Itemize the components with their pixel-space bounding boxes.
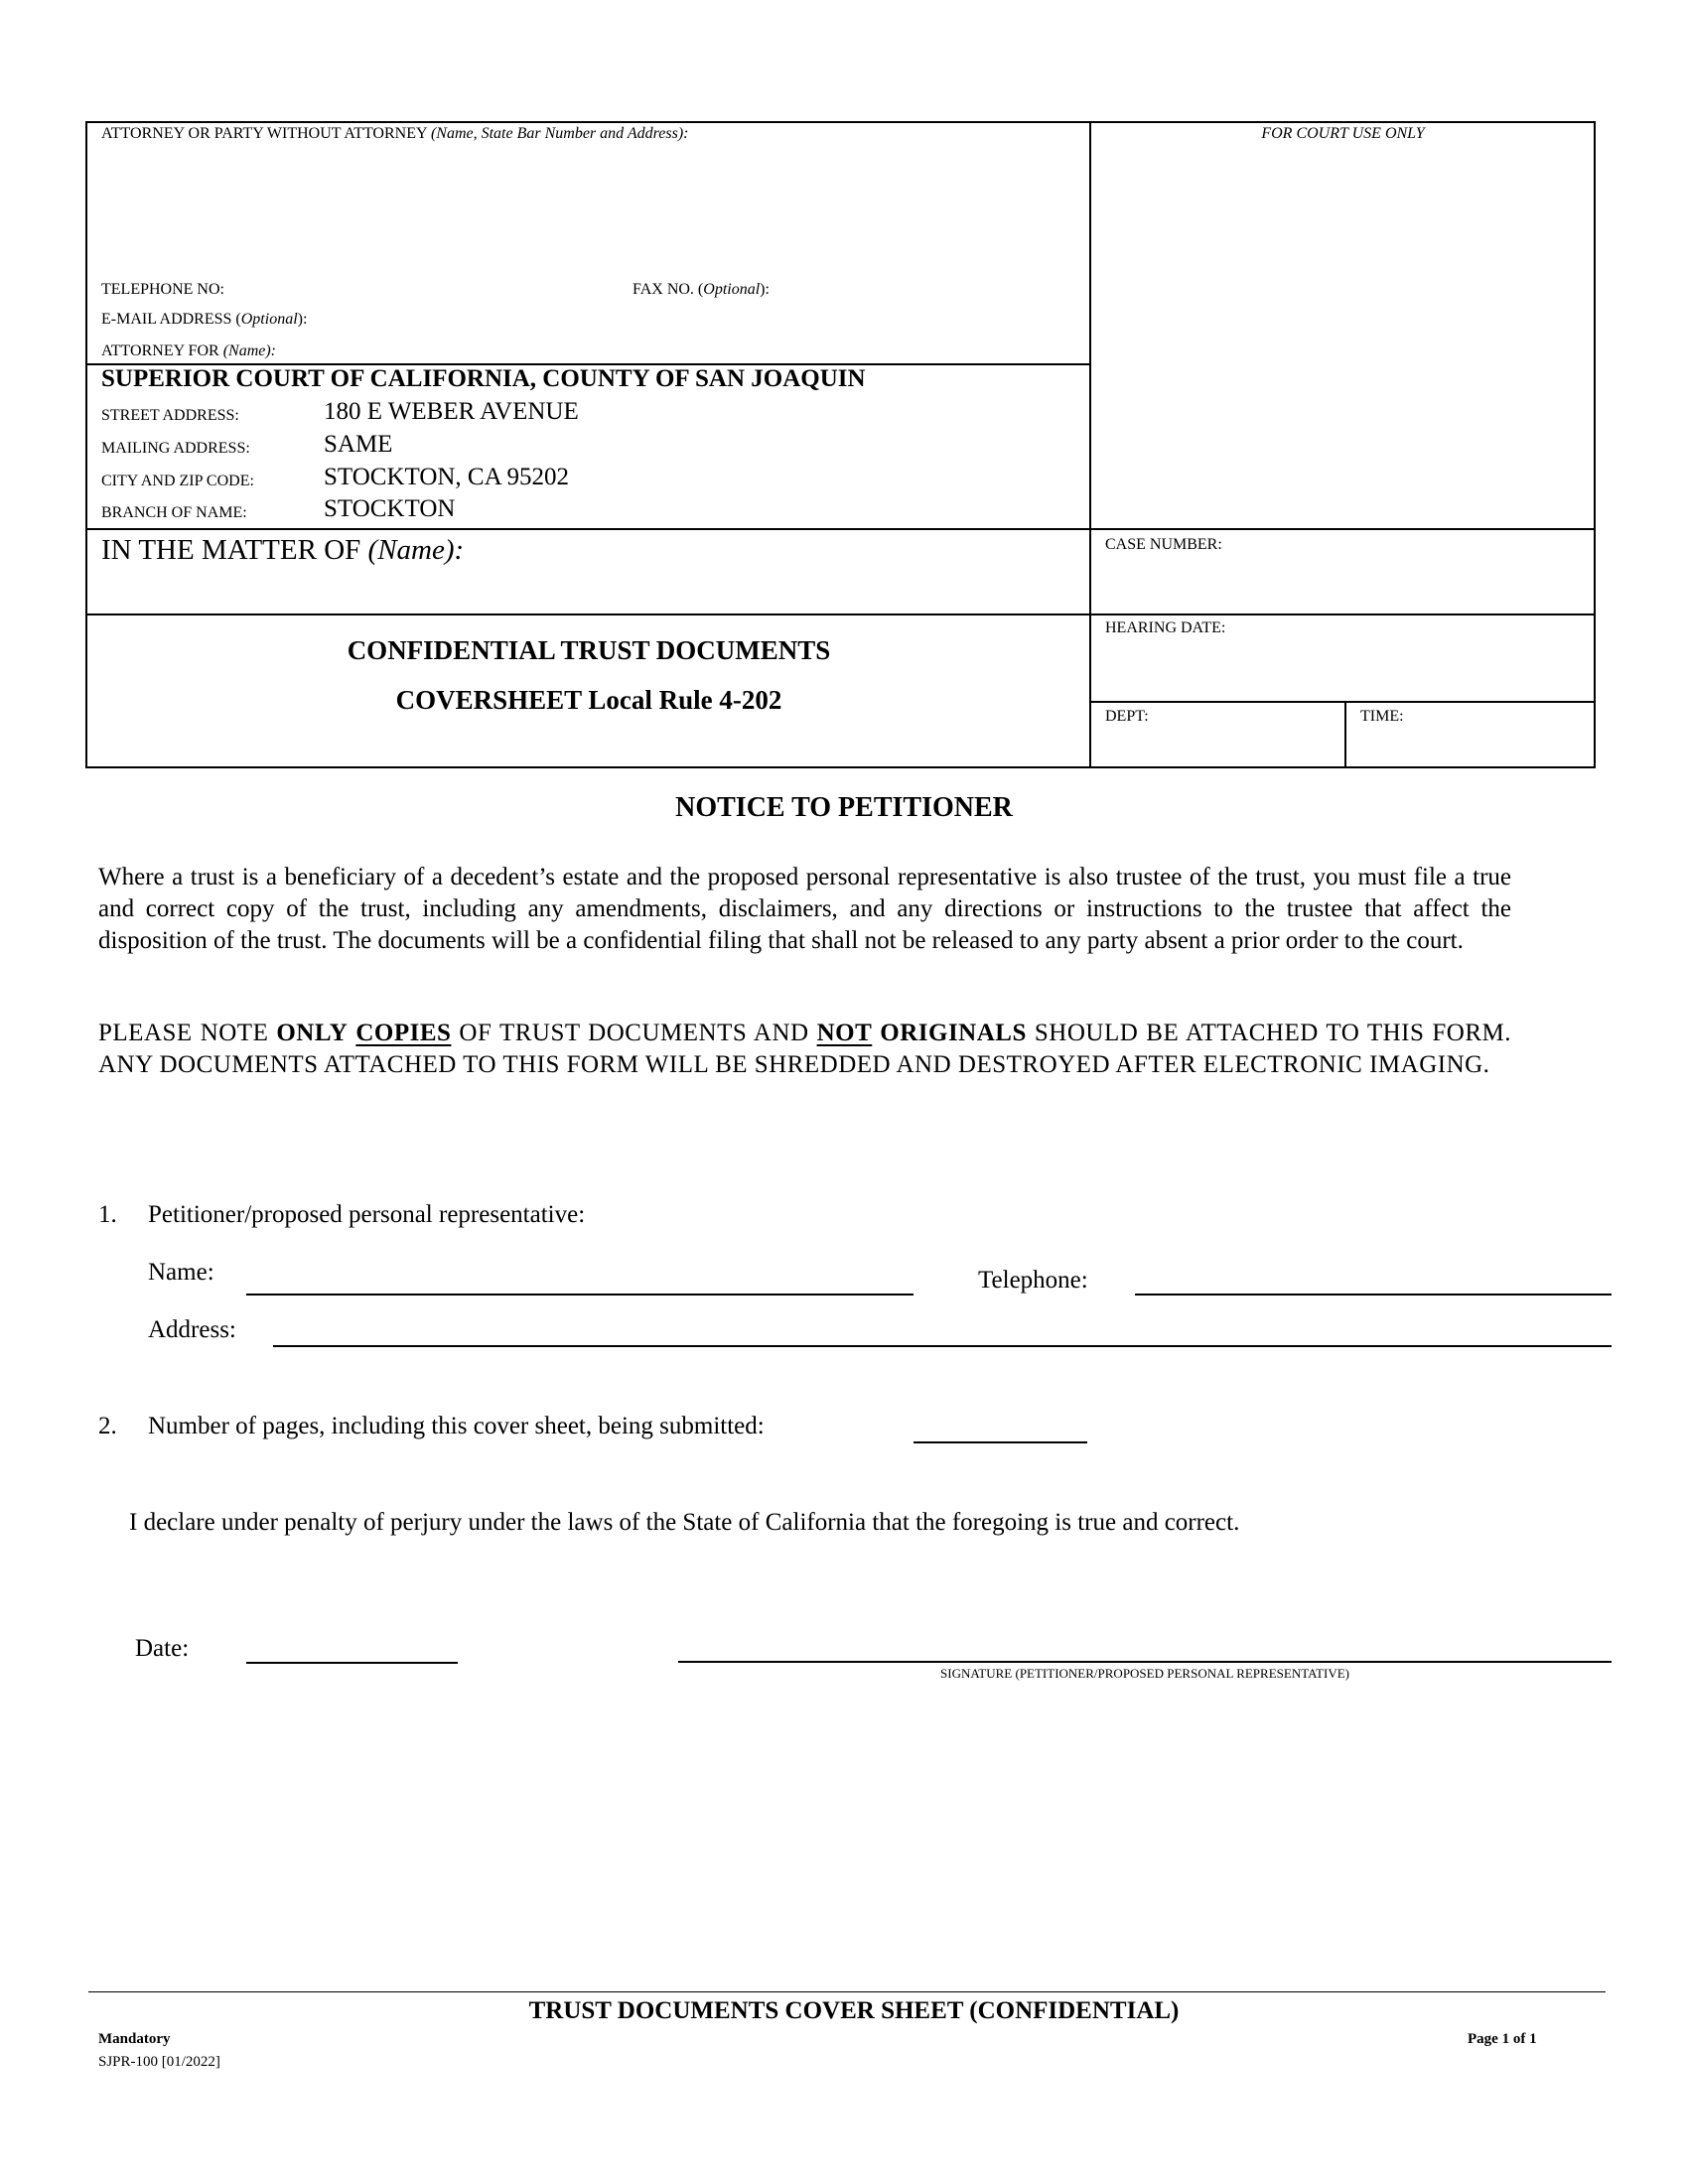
date-field[interactable] bbox=[246, 1662, 458, 1664]
city-zip-label: CITY AND ZIP CODE: bbox=[101, 473, 254, 489]
hearing-date-label: HEARING DATE: bbox=[1105, 619, 1226, 636]
address-field[interactable] bbox=[273, 1345, 1612, 1347]
telephone-label: Telephone: bbox=[978, 1267, 1088, 1294]
caption-middle-divider bbox=[1089, 121, 1091, 768]
court-section-divider bbox=[85, 528, 1596, 530]
item1-label: Petitioner/proposed personal representative: bbox=[148, 1201, 586, 1228]
matter-label: IN THE MATTER OF (Name): bbox=[101, 534, 465, 566]
signature-field[interactable] bbox=[678, 1661, 1612, 1663]
dept-label: DEPT: bbox=[1105, 708, 1149, 725]
caption-right-border bbox=[1594, 121, 1596, 768]
name-field[interactable] bbox=[246, 1294, 914, 1296]
notice-caps-paragraph: PLEASE NOTE ONLY COPIES OF TRUST DOCUMENTS AND NOT ORIGINALS SHOULD BE ATTACHED TO THIS FORM. ANY DOCUMENTS ATTACHED TO THIS FORM WILL BE SHREDDED AND DESTROYED AFTER ELECTRONIC IMAGING. bbox=[98, 1020, 1511, 1078]
telephone-label: TELEPHONE NO: bbox=[101, 281, 224, 298]
form-title-line2: COVERSHEET Local Rule 4-202 bbox=[395, 685, 782, 715]
form-title-line1: CONFIDENTIAL TRUST DOCUMENTS bbox=[347, 635, 831, 665]
telephone-field[interactable] bbox=[1135, 1294, 1612, 1296]
signature-caption: SIGNATURE (PETITIONER/PROPOSED PERSONAL REPRESENTATIVE) bbox=[940, 1666, 1349, 1681]
mailing-address-value: SAME bbox=[324, 431, 393, 458]
court-use-label: FOR COURT USE ONLY bbox=[1261, 125, 1425, 142]
date-label: Date: bbox=[135, 1635, 190, 1662]
street-address-value: 180 E WEBER AVENUE bbox=[324, 398, 579, 425]
footer-title: TRUST DOCUMENTS COVER SHEET (CONFIDENTIAL) bbox=[528, 1997, 1180, 2024]
notice-paragraph: Where a trust is a beneficiary of a decedent’s estate and the proposed personal representative is also trustee of the trust, you must file a true and correct copy of the trust, including any amendments, disclaimers, and any directions or instructions to the trustee that affect the disposition of the trust. The documents will be a confidential filing that shall not be released to any party absent a prior order to the court. bbox=[98, 864, 1511, 954]
mailing-address-label: MAILING ADDRESS: bbox=[101, 440, 250, 457]
declaration-text: I declare under penalty of perjury under the laws of the State of California that the foregoing is true and correct. bbox=[129, 1509, 1240, 1536]
attorney-label: ATTORNEY OR PARTY WITHOUT ATTORNEY (Name, State Bar Number and Address): bbox=[101, 125, 689, 142]
time-label: TIME: bbox=[1360, 708, 1404, 725]
address-label: Address: bbox=[148, 1316, 236, 1343]
matter-section-divider bbox=[85, 614, 1596, 615]
email-label: E-MAIL ADDRESS (Optional): bbox=[101, 311, 308, 328]
notice-heading: NOTICE TO PETITIONER bbox=[675, 792, 1013, 823]
branch-name-value: STOCKTON bbox=[324, 495, 456, 522]
court-name: SUPERIOR COURT OF CALIFORNIA, COUNTY OF SAN JOAQUIN bbox=[101, 365, 866, 392]
item2-label: Number of pages, including this cover sheet, being submitted: bbox=[148, 1413, 765, 1439]
dept-time-divider bbox=[1344, 701, 1346, 768]
footer-page-number: Page 1 of 1 bbox=[1468, 2031, 1537, 2047]
attorney-for-label: ATTORNEY FOR (Name): bbox=[101, 342, 276, 359]
item1-number: 1. bbox=[98, 1201, 117, 1228]
branch-name-label: BRANCH OF NAME: bbox=[101, 504, 247, 521]
fax-label: FAX NO. (Optional): bbox=[633, 281, 770, 298]
street-address-label: STREET ADDRESS: bbox=[101, 407, 239, 424]
caption-top-border bbox=[85, 121, 1596, 123]
caption-bottom-border bbox=[85, 766, 1596, 768]
item2-number: 2. bbox=[98, 1413, 117, 1439]
hearing-date-divider bbox=[1089, 701, 1596, 703]
city-zip-value: STOCKTON, CA 95202 bbox=[324, 464, 570, 490]
page-count-field[interactable] bbox=[914, 1441, 1087, 1443]
case-number-label: CASE NUMBER: bbox=[1105, 536, 1222, 553]
footer-rule bbox=[88, 1991, 1606, 1992]
footer-mandatory: Mandatory bbox=[98, 2031, 171, 2047]
footer-form-number: SJPR-100 [01/2022] bbox=[98, 2054, 220, 2070]
caption-left-border bbox=[85, 121, 87, 768]
name-label: Name: bbox=[148, 1259, 214, 1286]
